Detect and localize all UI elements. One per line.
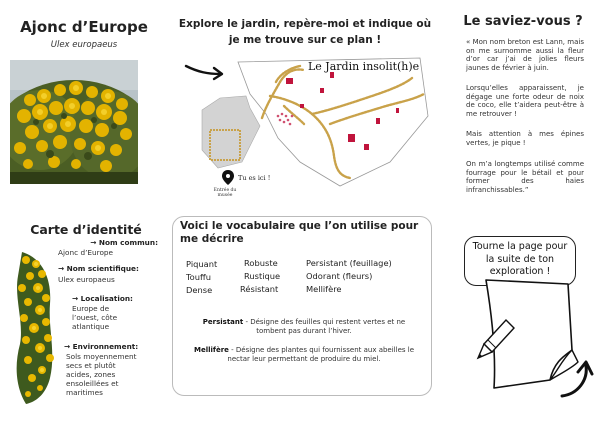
identity-title: Carte d’identité	[30, 222, 142, 237]
vocab-word: Dense	[186, 285, 213, 295]
vocab-definition-persistant	[188, 318, 420, 336]
vocab-word: Persistant (feuillage)	[306, 258, 392, 268]
fact-paragraph-2: Lorsqu’elles apparaissent, je dégage une forte odeur de noix de coco, elle t’aidera peut-être à me retrouver !	[466, 84, 584, 118]
fact-title: Le saviez-vous ?	[463, 14, 583, 29]
page-turn-illustration	[462, 276, 594, 408]
location-pin-icon	[222, 170, 234, 185]
identity-scientific-name-value: Ulex europaeus	[58, 275, 115, 284]
identity-common-name-label: → Nom commun:	[90, 238, 158, 247]
gorse-plant-cutout	[12, 248, 58, 406]
identity-location-label: → Localisation:	[72, 294, 133, 303]
gorse-photo	[10, 60, 138, 184]
identity-common-name-value: Ajonc d’Europe	[58, 248, 114, 257]
vocabulary-title: Voici le vocabulaire que l’on utilise pour me décrire	[180, 220, 419, 245]
vocab-word: Mellifère	[306, 284, 342, 294]
identity-scientific-name-label: → Nom scientifique:	[58, 264, 139, 273]
fact-paragraph-4: On m’a longtemps utilisé comme fourrage pour le bétail et pour former des haies infranchissables.”	[466, 160, 584, 194]
identity-location-value: Europe de l’ouest, côte atlantique	[72, 304, 118, 331]
turn-page-box: Tourne la page pour la suite de ton exploration !	[464, 236, 576, 286]
gorse-photo-illustration	[10, 60, 138, 184]
vocab-word: Touffu	[186, 272, 211, 282]
entrance-label: Entrée du musée	[213, 188, 237, 198]
vocab-definition-term: Mellifère	[193, 346, 229, 354]
fact-paragraph-1: « Mon nom breton est Lann, mais on me surnomme aussi la fleur d’or car j’ai de jolies fleurs jaunes de février à juin.	[466, 38, 584, 72]
garden-map	[180, 52, 442, 198]
explore-title: Explore le jardin, repère-moi et indique où je me trouve sur ce plan !	[178, 18, 432, 46]
vocab-word: Robuste	[244, 258, 278, 268]
garden-map-drawing	[180, 52, 442, 198]
fact-paragraph-3: Mais attention à mes épines vertes, je pique !	[466, 130, 584, 147]
vocab-word: Résistant	[240, 284, 279, 294]
species-title: Ajonc d’Europe	[20, 18, 148, 36]
vocab-definition-term: Persistant	[202, 318, 244, 326]
page-turn-drawing	[462, 276, 594, 408]
vocab-word: Rustique	[244, 271, 281, 281]
vocab-word: Odorant (fleurs)	[306, 271, 373, 281]
vocab-definition-text: - Désigne des plantes qui fournissent aux abeilles le nectar leur permettant de produire du miel.	[227, 346, 415, 363]
gorse-branch-illustration	[12, 248, 58, 406]
vocab-definition-text: - Désigne des feuilles qui restent vertes et ne tombent pas durant l’hiver.	[243, 318, 406, 335]
species-latin-name: Ulex europaeus	[50, 40, 118, 50]
identity-environment-value: Sols moyennement secs et plutôt acides, zones ensoleillées et maritimes	[66, 352, 137, 397]
identity-environment-label: → Environnement:	[64, 342, 139, 351]
you-are-here-label: Tu es ici !	[238, 174, 271, 182]
vocab-definition-mellifere	[188, 346, 420, 364]
vocab-word: Piquant	[186, 259, 218, 269]
map-title: Le Jardin insolit(h)e	[308, 60, 420, 73]
